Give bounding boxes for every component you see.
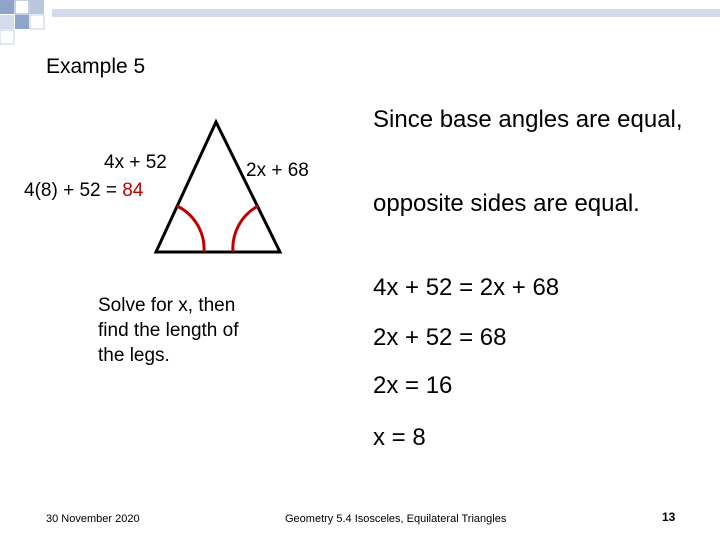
footer-date: 30 November 2020: [46, 513, 140, 525]
substitution-result: 84: [122, 180, 144, 201]
reasoning-line-2: opposite sides are equal.: [373, 190, 640, 217]
equation-step-4: x = 8: [373, 424, 426, 451]
corner-decoration: [0, 0, 720, 60]
substitution-prefix: 4(8) + 52 =: [24, 180, 123, 201]
footer-title: Geometry 5.4 Isosceles, Equilateral Triangles: [285, 513, 507, 525]
substitution-line: [24, 180, 143, 202]
triangle-outline: [156, 122, 280, 252]
left-side-expression: 4x + 52: [104, 152, 167, 173]
equation-step-3: 2x = 16: [373, 372, 453, 399]
right-side-expression: 2x + 68: [246, 160, 309, 181]
problem-prompt: Solve for x, then find the length of the legs.: [98, 295, 239, 366]
left-base-angle-arc: [177, 206, 204, 252]
page-number: 13: [662, 510, 676, 524]
right-base-angle-arc: [233, 206, 258, 252]
reasoning-line-1: Since base angles are equal,: [373, 106, 683, 133]
equation-step-1: 4x + 52 = 2x + 68: [373, 274, 560, 301]
isosceles-triangle-diagram: [150, 118, 290, 260]
slide-title: Example 5: [46, 55, 146, 78]
equation-step-2: 2x + 52 = 68: [373, 324, 507, 351]
